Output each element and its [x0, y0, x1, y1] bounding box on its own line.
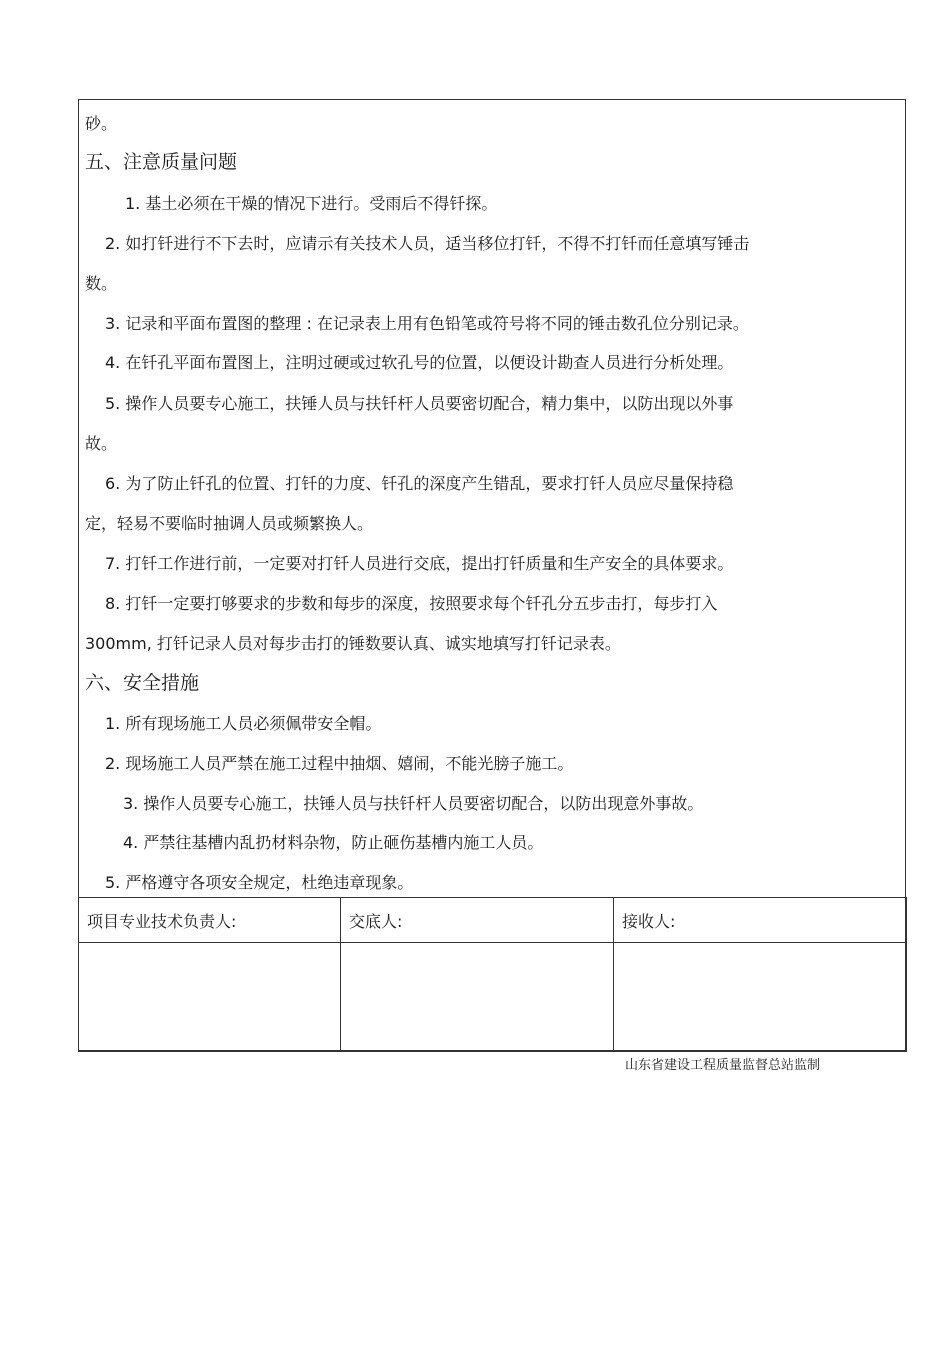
list-item: 1. 基土必须在干燥的情况下进行。受雨后不得钎探。 — [125, 194, 498, 213]
list-item: 7. 打钎工作进行前，一定要对打钎人员进行交底，提出打钎质量和生产安全的具体要求。 — [105, 554, 734, 573]
list-item: 2. 现场施工人员严禁在施工过程中抽烟、嬉闹，不能光膀子施工。 — [105, 754, 574, 773]
signature-table — [78, 897, 907, 1052]
text-line: 300mm, 打钎记录人员对每步击打的锤数要认真、诚实地填写打钎记录表。 — [85, 634, 621, 653]
list-item: 4. 严禁往基槽内乱扔材料杂物，防止砸伤基槽内施工人员。 — [123, 833, 544, 852]
disclosure-form — [78, 99, 906, 1051]
list-item: 3. 操作人员要专心施工，扶锤人员与扶钎杆人员要密切配合，以防出现意外事故。 — [123, 794, 704, 813]
list-item: 3. 记录和平面布置图的整理 : 在记录表上用有色铅笔或符号将不同的锤击数孔位分别记录。 — [105, 314, 749, 333]
section-heading-safety: 六、安全措施 — [85, 672, 200, 694]
technical-lead-label: 项目专业技术负责人: — [79, 898, 341, 943]
list-item: 4. 在钎孔平面布置图上，注明过硬或过软孔号的位置，以便设计勘查人员进行分析处理。 — [105, 353, 734, 372]
discloser-label: 交底人: — [341, 898, 614, 943]
text-line: 故。 — [85, 434, 118, 453]
receiver-label: 接收人: — [614, 898, 907, 943]
text-line: 砂。 — [85, 114, 118, 133]
list-item: 6. 为了防止钎孔的位置、打钎的力度、钎孔的深度产生错乱，要求打钎人员应尽量保持稳 — [105, 474, 734, 493]
section-heading-quality: 五、注意质量问题 — [85, 151, 238, 173]
list-item: 5. 操作人员要专心施工，扶锤人员与扶钎杆人员要密切配合，精力集中，以防出现以外事 — [105, 394, 734, 413]
technical-lead-signature-field — [79, 943, 341, 1052]
list-item: 1. 所有现场施工人员必须佩带安全帽。 — [105, 714, 382, 733]
text-line: 数。 — [85, 274, 118, 293]
text-line: 定，轻易不要临时抽调人员或频繁换人。 — [85, 514, 374, 533]
list-item: 5. 严格遵守各项安全规定，杜绝违章现象。 — [105, 873, 414, 892]
discloser-signature-field — [341, 943, 614, 1052]
receiver-signature-field — [614, 943, 907, 1052]
list-item: 8. 打钎一定要打够要求的步数和每步的深度，按照要求每个钎孔分五步击打，每步打入 — [105, 594, 718, 613]
issuer-footer: 山东省建设工程质量监督总站监制 — [625, 1058, 821, 1073]
list-item: 2. 如打钎进行不下去时，应请示有关技术人员，适当移位打钎，不得不打钎而任意填写锤击 — [105, 234, 750, 253]
